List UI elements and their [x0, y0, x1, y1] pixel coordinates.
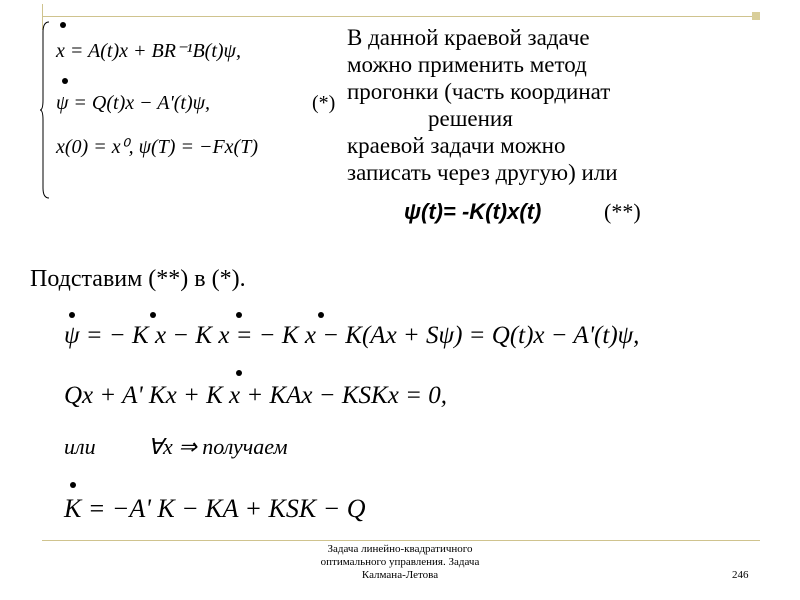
riccati-substitution-formula: ψ(t)= -K(t)x(t): [404, 199, 542, 224]
footer-caption: [290, 543, 510, 582]
derivation-or: или: [64, 434, 96, 459]
text-line-5: краевой задачи можно: [347, 133, 566, 158]
text-line-4: решения: [428, 106, 513, 131]
substitute-sentence: Подставим (**) в (*).: [30, 266, 246, 292]
derivative-dot: [236, 370, 242, 376]
text-line-6: записать через другую) или: [347, 160, 618, 185]
system-eq3: x(0) = x⁰, ψ(T) = −Fx(T): [56, 136, 258, 158]
bottom-rule: [42, 540, 760, 541]
derivation-line-3: ∀x ⇒ получаем: [148, 434, 288, 459]
derivation-line-1: ψ = − K x − K x = − K x − K(Ax + Sψ) = Q(t)x − A'(t)ψ,: [64, 322, 640, 349]
footer-line-1: Задача линейно-квадратичного: [327, 543, 473, 555]
page-number: 246: [732, 569, 749, 581]
footer-line-3: Калмана-Летова: [361, 569, 439, 581]
riccati-equation: K = −A' K − KA + KSK − Q: [64, 494, 366, 523]
derivative-dot: [150, 312, 156, 318]
system-eq2-tag: (*): [312, 92, 336, 114]
text-line-1: В данной краевой задаче: [347, 25, 590, 50]
system-eq2: ψ = Q(t)x − A'(t)ψ,: [56, 92, 211, 114]
derivative-dot: [69, 312, 75, 318]
derivation-line-2: Qx + A' Kx + K x + KAx − KSKx = 0,: [64, 382, 447, 409]
derivative-dot: [236, 312, 242, 318]
derivative-dot: [318, 312, 324, 318]
derivative-dot: [62, 78, 68, 84]
system-eq1: x = A(t)x + BR⁻¹B(t)ψ,: [56, 40, 241, 62]
text-line-2: можно применить метод: [347, 52, 587, 77]
system-brace: [40, 20, 50, 200]
formula-tag: (**): [604, 199, 641, 224]
footer-line-2: оптимального управления. Задача: [320, 556, 480, 568]
top-rule: [42, 16, 752, 17]
top-rule-marker: [752, 12, 760, 20]
derivative-dot: [60, 22, 66, 28]
text-line-3: прогонки (часть координат: [347, 79, 611, 104]
derivative-dot: [70, 482, 76, 488]
